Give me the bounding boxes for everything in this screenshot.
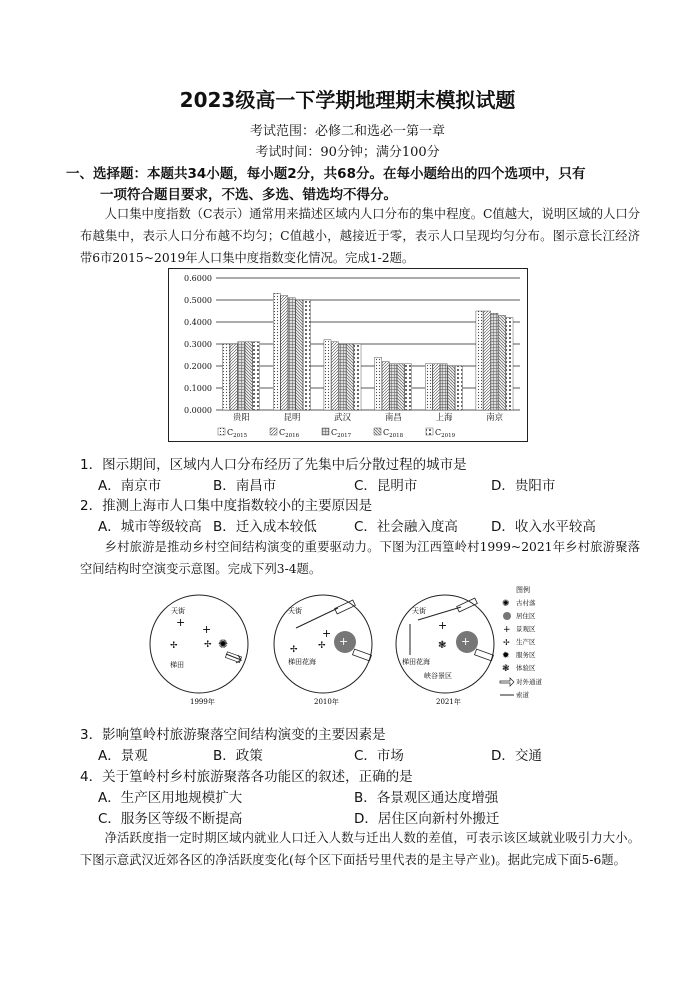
y-tick-label: 0.2000 xyxy=(184,362,212,371)
bar-贵阳-C2019 xyxy=(253,342,260,410)
bar-上海-C2016 xyxy=(433,364,440,410)
bar-南昌-C2016 xyxy=(382,362,389,410)
legend-swatch xyxy=(270,428,277,435)
production-marker: ✢ xyxy=(170,641,178,651)
bar-南昌-C2015 xyxy=(375,357,382,410)
bar-贵阳-C2017 xyxy=(238,342,245,410)
bar-南京-C2019 xyxy=(506,318,513,410)
landscape-marker: + xyxy=(176,616,186,629)
bar-上海-C2017 xyxy=(440,364,447,410)
bar-上海-C2019 xyxy=(455,366,462,410)
label-titian: 梯田 xyxy=(170,661,184,669)
bar-贵阳-C2018 xyxy=(245,342,252,410)
section-instructions-line1: 一、选择题：本题共34小题，每小题2分，共68分。在每小题给出的四个选项中，只有 xyxy=(66,166,586,182)
production-marker: ✢ xyxy=(290,645,298,655)
q3-option-b[interactable]: B．政策 xyxy=(213,748,263,764)
exam-time: 考试时间：90分钟；满分100分 xyxy=(255,145,440,160)
year-2010: 2010年 xyxy=(314,698,339,706)
legend-landscape: 景观区 xyxy=(516,625,536,633)
panel-2021 xyxy=(396,595,494,706)
bar-武汉-C2018 xyxy=(346,344,353,410)
label-tianjie: 天街 xyxy=(412,607,426,615)
bar-南昌-C2019 xyxy=(405,364,412,410)
outbound-arrow xyxy=(353,649,372,661)
bar-武汉-C2019 xyxy=(354,344,361,410)
q2-option-d[interactable]: D．收入水平较高 xyxy=(491,519,596,535)
population-concentration-chart xyxy=(168,268,528,442)
question-3-stem: 3．影响篁岭村旅游聚落空间结构演变的主要因素是 xyxy=(80,727,386,743)
legend-icon-service: ✹ xyxy=(502,651,510,661)
landscape-marker: + xyxy=(202,623,212,636)
y-tick-label: 0.5000 xyxy=(184,296,212,305)
legend-label: $C_{2018}$ xyxy=(383,428,404,439)
legend-channel: 对外通道 xyxy=(516,678,542,686)
label-xiagu: 峡谷景区 xyxy=(424,672,452,680)
q4-option-c[interactable]: C．服务区等级不断提高 xyxy=(98,811,243,827)
q1-option-d[interactable]: D．贵阳市 xyxy=(491,478,556,494)
x-category-label: 上海 xyxy=(435,413,453,423)
bar-昆明-C2017 xyxy=(288,298,295,410)
bar-武汉-C2016 xyxy=(331,342,338,410)
legend-ancient-village: 古村落 xyxy=(516,599,536,607)
bar-武汉-C2015 xyxy=(324,340,331,410)
experience-marker: ❃ xyxy=(438,640,447,651)
q1-option-a[interactable]: A．南京市 xyxy=(98,478,162,494)
bar-南昌-C2018 xyxy=(397,364,404,410)
q1-option-b[interactable]: B．南昌市 xyxy=(213,478,277,494)
bar-贵阳-C2016 xyxy=(230,344,237,410)
landscape-marker: + xyxy=(322,627,332,640)
bar-南京-C2016 xyxy=(483,311,490,410)
x-category-label: 昆明 xyxy=(283,413,301,423)
x-category-label: 武汉 xyxy=(334,413,352,423)
bar-南京-C2017 xyxy=(491,313,498,410)
x-category-label: 南昌 xyxy=(384,413,402,423)
question-4-stem: 4．关于篁岭村乡村旅游聚落各功能区的叙述，正确的是 xyxy=(80,769,413,785)
outbound-arrow xyxy=(475,649,494,661)
year-1999: 1999年 xyxy=(190,698,215,706)
q4-option-b[interactable]: B．各景观区通达度增强 xyxy=(354,790,499,806)
y-tick-label: 0.1000 xyxy=(184,384,212,393)
legend-residential: 居住区 xyxy=(516,612,536,620)
legend-swatch xyxy=(218,428,225,435)
x-category-label: 南京 xyxy=(486,413,504,423)
question-2-stem: 2．推测上海市人口集中度指数较小的主要原因是 xyxy=(80,498,373,514)
legend-icon-channel xyxy=(500,678,514,686)
label-tianjie: 天街 xyxy=(288,607,302,615)
page-title: 2023级高一下学期地理期末模拟试题 xyxy=(179,88,516,112)
bar-昆明-C2019 xyxy=(303,300,310,410)
outbound-arrow xyxy=(335,600,356,614)
bar-昆明-C2015 xyxy=(273,293,280,410)
bar-南昌-C2017 xyxy=(390,364,397,410)
legend-production: 生产区 xyxy=(516,638,536,646)
bar-昆明-C2016 xyxy=(281,296,288,410)
year-2021: 2021年 xyxy=(436,698,461,706)
q3-option-c[interactable]: C．市场 xyxy=(354,748,404,764)
legend-label: $C_{2016}$ xyxy=(279,428,300,439)
q3-option-d[interactable]: D．交通 xyxy=(491,748,542,764)
legend-swatch xyxy=(322,428,329,435)
label-titian-huahai: 梯田花海 xyxy=(288,658,316,666)
q2-option-b[interactable]: B．迁入成本较低 xyxy=(213,519,317,535)
label-tianjie: 天街 xyxy=(171,607,185,615)
legend-icon-landscape: + xyxy=(503,625,511,635)
legend-label: $C_{2019}$ xyxy=(435,428,456,439)
bar-上海-C2018 xyxy=(448,366,455,410)
legend-icon-experience: ❃ xyxy=(502,664,510,674)
legend-cableway: 索道 xyxy=(516,691,529,699)
label-titian-huahai: 梯田花海 xyxy=(402,658,430,666)
landscape-marker: + xyxy=(461,635,471,648)
y-tick-label: 0.0000 xyxy=(184,406,212,415)
panel-1999 xyxy=(150,595,248,706)
bar-南京-C2015 xyxy=(476,311,483,410)
bar-贵阳-C2015 xyxy=(223,344,230,410)
passage-rural-tourism: 乡村旅游是推动乡村空间结构演变的重要驱动力。下图为江西篁岭村1999~2021年乡村旅游聚落空间结构时空演变示意图。完成下列3-4题。 xyxy=(80,540,640,576)
village-structure-diagram xyxy=(148,582,568,712)
legend-swatch xyxy=(426,428,433,435)
exam-scope: 考试范围：必修二和选必一第一章 xyxy=(249,124,445,139)
bar-武汉-C2017 xyxy=(339,344,346,410)
legend-label: $C_{2017}$ xyxy=(331,428,352,439)
legend-title: 图例 xyxy=(516,586,530,594)
production-marker: ✢ xyxy=(318,641,326,651)
q1-option-c[interactable]: C．昆明市 xyxy=(354,478,418,494)
bar-昆明-C2018 xyxy=(296,300,303,410)
question-1-stem: 1．图示期间，区域内人口分布经历了先集中后分散过程的城市是 xyxy=(80,457,467,473)
y-tick-label: 0.3000 xyxy=(184,340,212,349)
production-marker: ✢ xyxy=(204,640,212,650)
legend-icon-ancient: ✺ xyxy=(502,599,510,609)
landscape-marker: + xyxy=(339,635,349,648)
cableway-line xyxy=(296,608,338,628)
passage-population-concentration: 人口集中度指数（C表示）通常用来描述区域内人口分布的集中程度。C值越大，说明区域的人口分布越集中，表示人口分布越不均匀；C值越小，越接近于零，表示人口呈现均匀分布。图示意长江经济带6市2015~2019年人口集中度指数变化情况。完成1-2题。 xyxy=(80,207,640,265)
legend-label: $C_{2015}$ xyxy=(227,428,248,439)
bar-南京-C2018 xyxy=(498,315,505,410)
x-category-label: 贵阳 xyxy=(232,413,250,423)
legend-icon-residential xyxy=(503,612,511,620)
diagram-legend xyxy=(500,585,543,699)
q4-option-a[interactable]: A．生产区用地规模扩大 xyxy=(98,790,243,806)
legend-swatch xyxy=(374,428,381,435)
legend-experience: 体验区 xyxy=(516,664,536,672)
legend-service: 服务区 xyxy=(516,651,536,659)
q2-option-a[interactable]: A．城市等级较高 xyxy=(98,519,202,535)
legend-icon-production: ✢ xyxy=(503,638,510,647)
landscape-marker: + xyxy=(438,619,448,632)
q4-option-d[interactable]: D．居住区向新村外搬迁 xyxy=(354,811,500,827)
bar-上海-C2015 xyxy=(425,364,432,410)
passage-net-activity: 净活跃度指一定时期区域内就业人口迁入人数与迁出人数的差值，可表示该区域就业吸引力大小。下图示意武汉近郊各区的净活跃度变化(每个区下面括号里代表的是主导产业)。据此完成下面5-6题。 xyxy=(80,831,640,867)
y-tick-label: 0.6000 xyxy=(184,274,212,283)
section-instructions-line2: 一项符合题目要求，不选、多选、错选均不得分。 xyxy=(100,187,397,203)
panel-2010 xyxy=(274,595,372,706)
q2-option-c[interactable]: C．社会融入度高 xyxy=(354,519,458,535)
q3-option-a[interactable]: A．景观 xyxy=(98,748,148,764)
ancient-village-marker: ✺ xyxy=(218,637,229,651)
y-tick-label: 0.4000 xyxy=(184,318,212,327)
